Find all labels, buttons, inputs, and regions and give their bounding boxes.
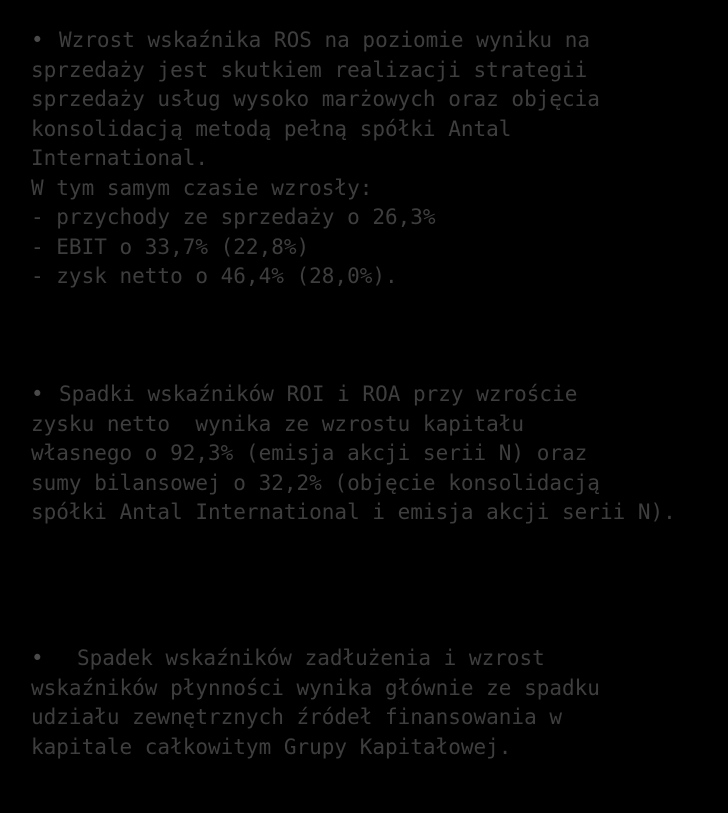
text-line: spółki Antal International i emisja akcji serii N). [31, 500, 676, 524]
text-line: • Spadki wskaźników ROI i ROA przy wzroście [31, 380, 721, 410]
bullet-icon: • [31, 28, 44, 52]
bullet-icon: • [31, 382, 44, 406]
text-line: własnego o 92,3% (emisja akcji serii N) oraz [31, 441, 588, 465]
text-line: zysku netto wynika ze wzrostu kapitału [31, 411, 525, 436]
bullet-icon: • [31, 646, 44, 670]
bullet-point-roi-roa [31, 380, 721, 528]
bullet-point-ros [31, 26, 721, 292]
text-line: W tym samym czasie wzrosły: [31, 175, 373, 200]
text-line: kapitale całkowitym Grupy Kapitałowej. [31, 734, 512, 759]
text-line: sprzedaży usług wysoko marżowych oraz objęcia [31, 87, 600, 111]
text-line: • Spadek wskaźników zadłużenia i wzrost [31, 644, 721, 674]
text-line: International. [31, 146, 209, 170]
text-line: - zysk netto o 46,4% (28,0%). [31, 264, 398, 288]
text-line: wskaźników płynności wynika głównie ze spadku [31, 675, 600, 700]
text-line: - przychody ze sprzedaży o 26,3% [31, 205, 436, 229]
text-line: konsolidacją metodą pełną spółki Antal [31, 116, 512, 141]
bullet-point-debt-liquidity [31, 644, 721, 762]
text-line: - EBIT o 33,7% (22,8%) [31, 234, 310, 259]
text-line: sumy bilansowej o 32,2% (objęcie konsolidacją [31, 470, 600, 495]
text-line: udziału zewnętrznych źródeł finansowania w [31, 705, 563, 729]
text-line: sprzedaży jest skutkiem realizacji strategii [31, 57, 588, 82]
text-line: • Wzrost wskaźnika ROS na poziomie wyniku na [31, 26, 721, 56]
